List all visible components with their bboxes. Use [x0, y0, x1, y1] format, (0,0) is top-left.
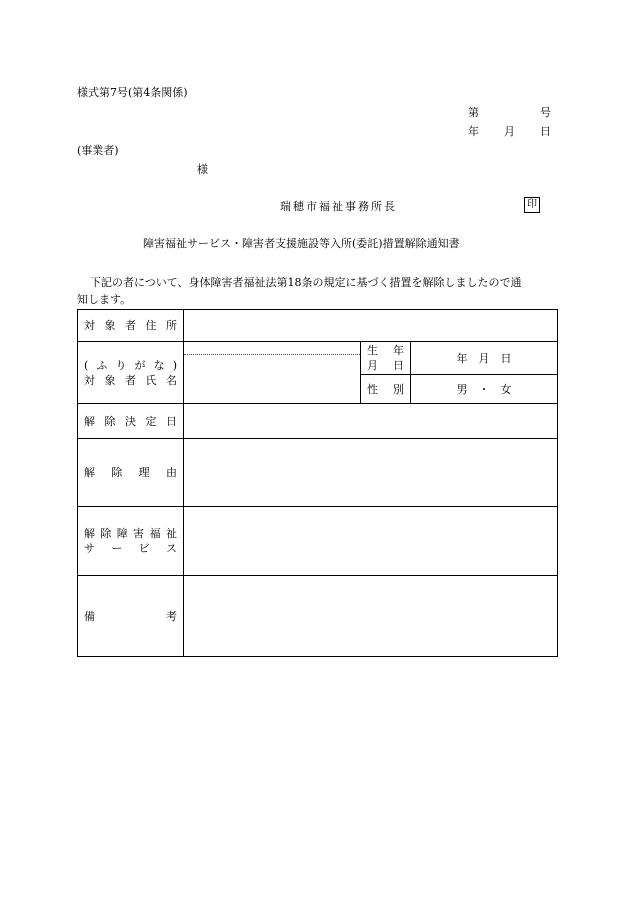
service-label-top: 解 除 障 害 福 祉: [84, 527, 177, 540]
reason-label-cell: [78, 439, 184, 507]
decision-date-row: [78, 404, 558, 439]
recipient-label: (事業者): [77, 144, 119, 157]
furigana-input-line[interactable]: [184, 342, 360, 355]
service-label-cell: [78, 507, 184, 576]
remarks-value-cell[interactable]: [184, 576, 558, 657]
birth-label-cell: [361, 342, 411, 375]
remarks-row: [78, 576, 558, 657]
notice-form-table: [77, 309, 558, 657]
service-label-bottom: サ ー ビ ス: [84, 542, 177, 555]
reason-label: 解 除 理 由: [84, 466, 177, 479]
doc-number-prefix: 第: [468, 106, 479, 119]
remarks-label: 備 考: [84, 609, 177, 623]
decision-date-label: 解 除 決 定 日: [84, 414, 177, 428]
form-number: 様式第7号(第4条関係): [77, 86, 188, 99]
decision-date-label-cell: [78, 404, 184, 439]
name-label-cell: [78, 342, 184, 404]
reason-row: [78, 439, 558, 507]
service-value-cell[interactable]: [184, 507, 558, 576]
sex-label: 性 別: [367, 382, 404, 396]
address-label: 対 象 者 住 所: [84, 319, 177, 332]
date-year: 年: [468, 125, 479, 138]
address-value-cell[interactable]: [184, 310, 558, 342]
furigana-label: ( ふ り が な ): [84, 358, 177, 372]
sex-value-cell[interactable]: [411, 375, 558, 404]
body-text-line-1: 下記の者について、身体障害者福祉法第18条の規定に基づく措置を解除しましたので通: [90, 276, 522, 289]
recipient-honorific: 様: [197, 163, 208, 176]
name-birth-row: [78, 342, 558, 375]
sex-options: 男 ・ 女: [456, 382, 512, 396]
address-row: [78, 310, 558, 342]
name-label: 対 象 者 氏 名: [84, 373, 177, 387]
decision-date-value-cell[interactable]: [184, 404, 558, 439]
birth-label-bottom: 月 日: [367, 359, 404, 372]
doc-number-suffix: 号: [540, 106, 551, 119]
issuer-name: 瑞穂市福祉事務所長: [280, 200, 397, 213]
seal-mark: 印: [524, 197, 540, 213]
birth-value-cell[interactable]: [411, 342, 558, 375]
sex-label-cell: [361, 375, 411, 404]
reason-value-cell[interactable]: [184, 439, 558, 507]
service-row: [78, 507, 558, 576]
birth-date-template: 年 月 日: [456, 351, 512, 365]
birth-label-top: 生 年: [367, 344, 404, 357]
document-title: 障害福祉サービス・障害者支援施設等入所(委託)措置解除通知書: [143, 237, 460, 250]
date-day: 日: [540, 125, 551, 138]
date-month: 月: [504, 125, 515, 138]
address-label-cell: [78, 310, 184, 342]
body-text-line-2: 知します。: [77, 293, 132, 306]
name-value-cell[interactable]: [184, 342, 361, 404]
remarks-label-cell: [78, 576, 184, 657]
